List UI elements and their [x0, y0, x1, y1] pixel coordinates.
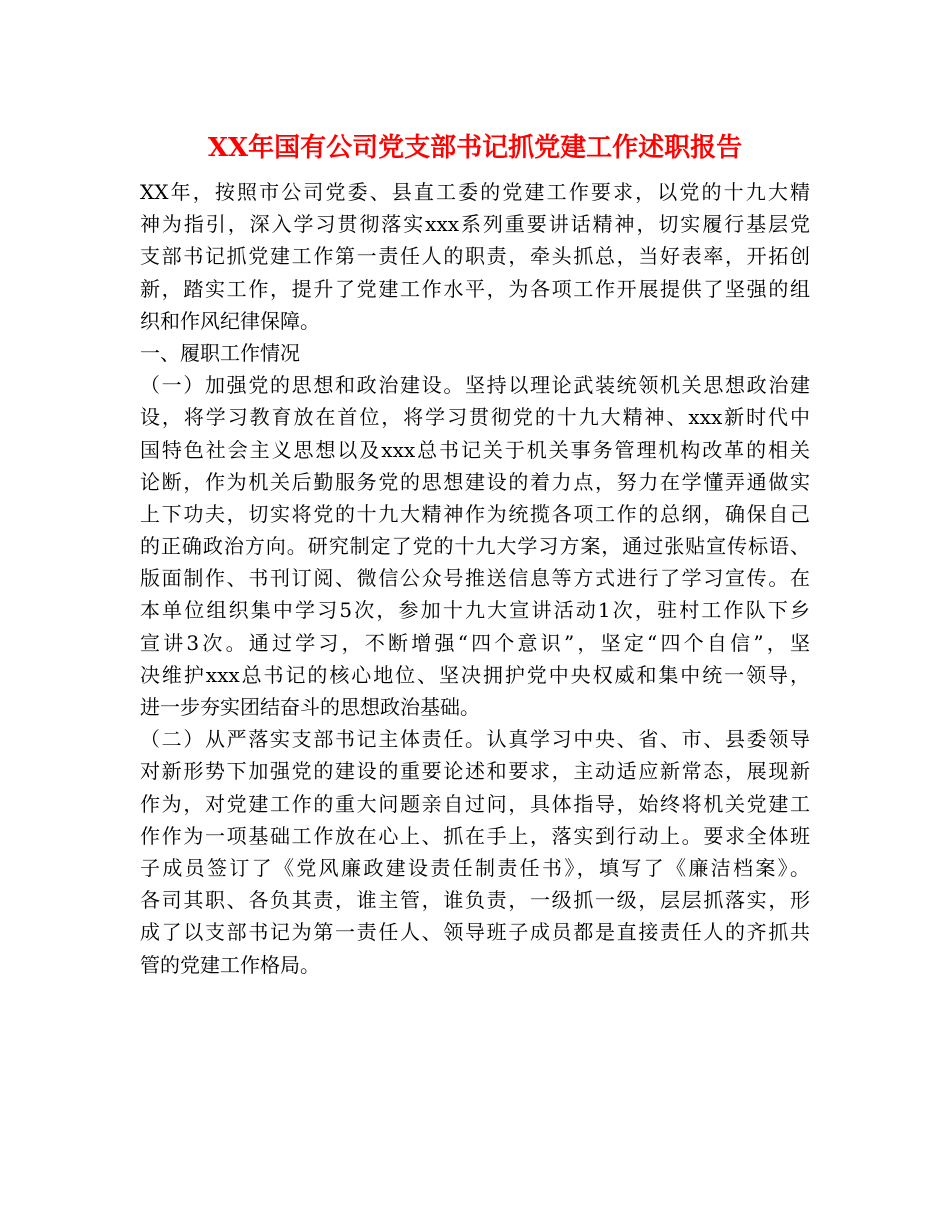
body-line: 支部书记抓党建工作第一责任人的职责，牵头抓总，当好表率，开拓创 — [140, 244, 810, 269]
body-line: 宣讲3次。通过学习，不断增强“四个意识”，坚定“四个自信”，坚 — [140, 630, 810, 655]
body-line: 上下功夫，切实将党的十九大精神作为统揽各项工作的总纲，确保自己 — [140, 501, 810, 526]
body-line: 新，踏实工作，提升了党建工作水平，为各项工作开展提供了坚强的组 — [140, 276, 810, 301]
body-line: 本单位组织集中学习5次，参加十九大宣讲活动1次，驻村工作队下乡 — [140, 598, 810, 623]
body-line: XX年，按照市公司党委、县直工委的党建工作要求，以党的十九大精 — [140, 180, 810, 204]
body-line: 子成员签订了《党风廉政建设责任制责任书》，填写了《廉洁档案》。 — [140, 855, 810, 880]
body-line: 的正确政治方向。研究制定了党的十九大学习方案，通过张贴宣传标语、 — [140, 534, 810, 559]
body-line: 决维护xxx总书记的核心地位、坚决拥护党中央权威和集中统一领导， — [140, 662, 810, 687]
body-line: 进一步夯实团结奋斗的思想政治基础。 — [140, 695, 480, 719]
body-line: 管的党建工作格局。 — [140, 952, 320, 977]
body-line: 对新形势下加强党的建设的重要论述和要求，主动适应新常态，展现新 — [140, 759, 810, 784]
document-title: XX年国有公司党支部书记抓党建工作述职报告 — [207, 133, 743, 163]
section-heading: 一、履职工作情况 — [140, 340, 300, 365]
body-line: 国特色社会主义思想以及xxx总书记关于机关事务管理机构改革的相关 — [140, 437, 810, 462]
body-line: 成了以支部书记为第一责任人、领导班子成员都是直接责任人的齐抓共 — [140, 920, 810, 945]
body-line: 各司其职、各负其责，谁主管，谁负责，一级抓一级，层层抓落实，形 — [140, 888, 810, 913]
body-line: 作为，对党建工作的重大问题亲自过问，具体指导，始终将机关党建工 — [140, 791, 810, 816]
body-line: 论断，作为机关后勤服务党的思想建设的着力点，努力在学懂弄通做实 — [140, 469, 810, 494]
body-line: （二）从严落实支部书记主体责任。认真学习中央、省、市、县委领导 — [140, 727, 810, 752]
body-line: 设，将学习教育放在首位，将学习贯彻党的十九大精神、xxx新时代中 — [140, 405, 810, 430]
body-line: 织和作风纪律保障。 — [140, 308, 320, 333]
body-line: 版面制作、书刊订阅、微信公众号推送信息等方式进行了学习宣传。在 — [140, 566, 810, 591]
document-body — [140, 176, 820, 981]
body-line: 作作为一项基础工作放在心上、抓在手上，落实到行动上。要求全体班 — [140, 823, 810, 848]
body-line: 神为指引，深入学习贯彻落实xxx系列重要讲话精神，切实履行基层党 — [140, 212, 810, 237]
body-line: （一）加强党的思想和政治建设。坚持以理论武装统领机关思想政治建 — [140, 373, 810, 398]
